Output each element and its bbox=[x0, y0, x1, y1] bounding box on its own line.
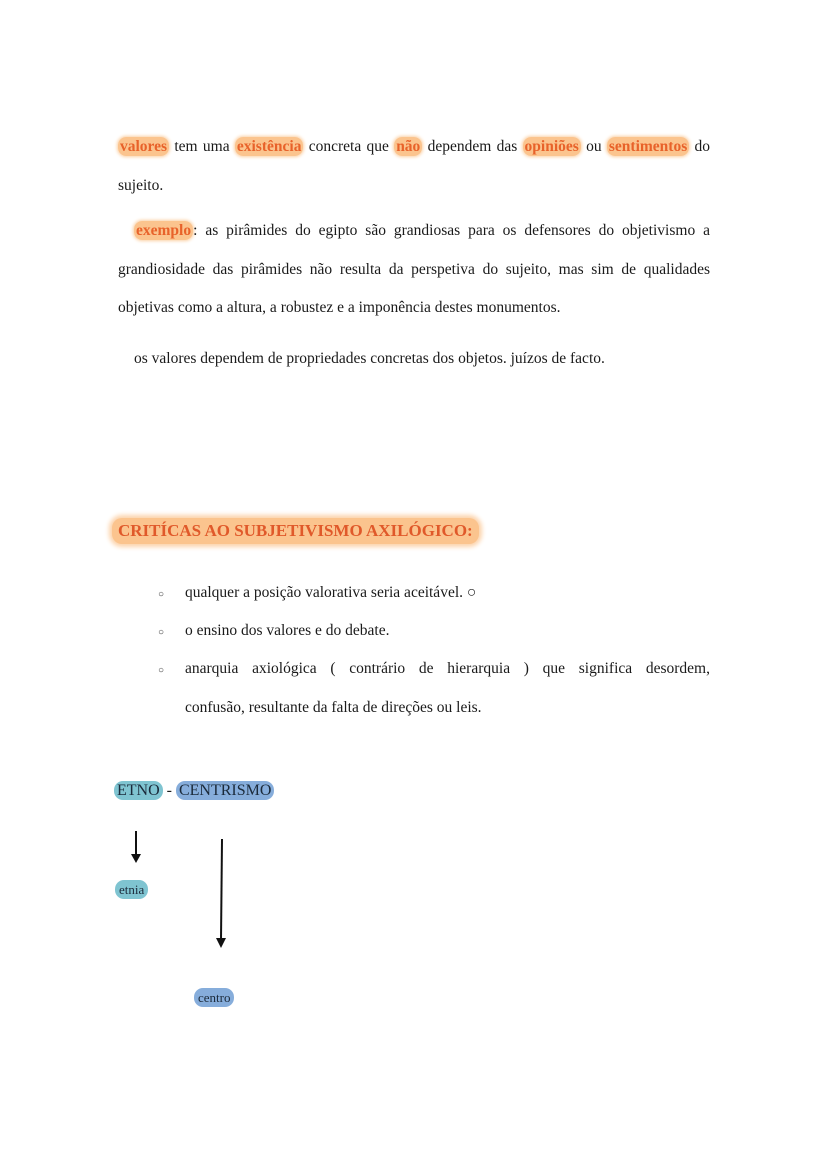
bullet-icon: ○ bbox=[158, 627, 165, 638]
bullet-icon: ○ bbox=[158, 665, 165, 676]
list-item-continuation: confusão, resultante da falta de direções ou leis. bbox=[185, 699, 482, 716]
paragraph-objectivism-line-2: sujeito. bbox=[118, 177, 164, 194]
highlight-existencia: existência bbox=[236, 138, 302, 155]
list-item: o ensino dos valores e do debate. bbox=[185, 622, 390, 639]
text: concreta que bbox=[303, 138, 395, 155]
text: : as pirâmides do egipto são grandiosas para os defensores do objetivismo a bbox=[193, 222, 710, 239]
separator: - bbox=[162, 782, 176, 799]
node-etnia: etnia bbox=[115, 880, 148, 899]
text: do bbox=[689, 138, 711, 155]
example-line-2: grandiosidade das pirâmides não resulta da perspetiva do sujeito, mas sim de qualidades bbox=[118, 261, 710, 278]
node-centro: centro bbox=[194, 988, 234, 1007]
highlight-sentimentos: sentimentos bbox=[608, 138, 688, 155]
highlight-nao: não bbox=[396, 138, 421, 155]
bullet-icon: ○ bbox=[158, 589, 165, 600]
paragraph-facts: os valores dependem de propriedades concretas dos objetos. juízos de facto. bbox=[134, 350, 605, 367]
arrow-down-icon bbox=[128, 830, 144, 864]
highlight-exemplo: exemplo bbox=[136, 222, 192, 239]
text: ou bbox=[580, 138, 607, 155]
text: dependem das bbox=[422, 138, 523, 155]
paragraph-objectivism-line-1 bbox=[118, 137, 710, 157]
example-line-1 bbox=[134, 221, 710, 241]
list-item: qualquer a posição valorativa seria aceitável. ○ bbox=[185, 584, 477, 601]
etnocentrismo-term bbox=[114, 781, 274, 801]
highlight-centrismo: CENTRISMO bbox=[176, 781, 274, 800]
highlight-valores: valores bbox=[120, 138, 168, 155]
arrow-down-long-icon bbox=[213, 838, 229, 950]
example-line-3: objetivas como a altura, a robustez e a imponência destes monumentos. bbox=[118, 299, 561, 316]
section-heading-critiques: CRITÍCAS AO SUBJETIVISMO AXILÓGICO: bbox=[112, 518, 479, 544]
text: tem uma bbox=[169, 138, 235, 155]
highlight-opinioes: opiniões bbox=[524, 138, 579, 155]
list-item: anarquia axiológica ( contrário de hierarquia ) que significa desordem, bbox=[185, 660, 710, 677]
highlight-etno: ETNO bbox=[114, 781, 163, 800]
